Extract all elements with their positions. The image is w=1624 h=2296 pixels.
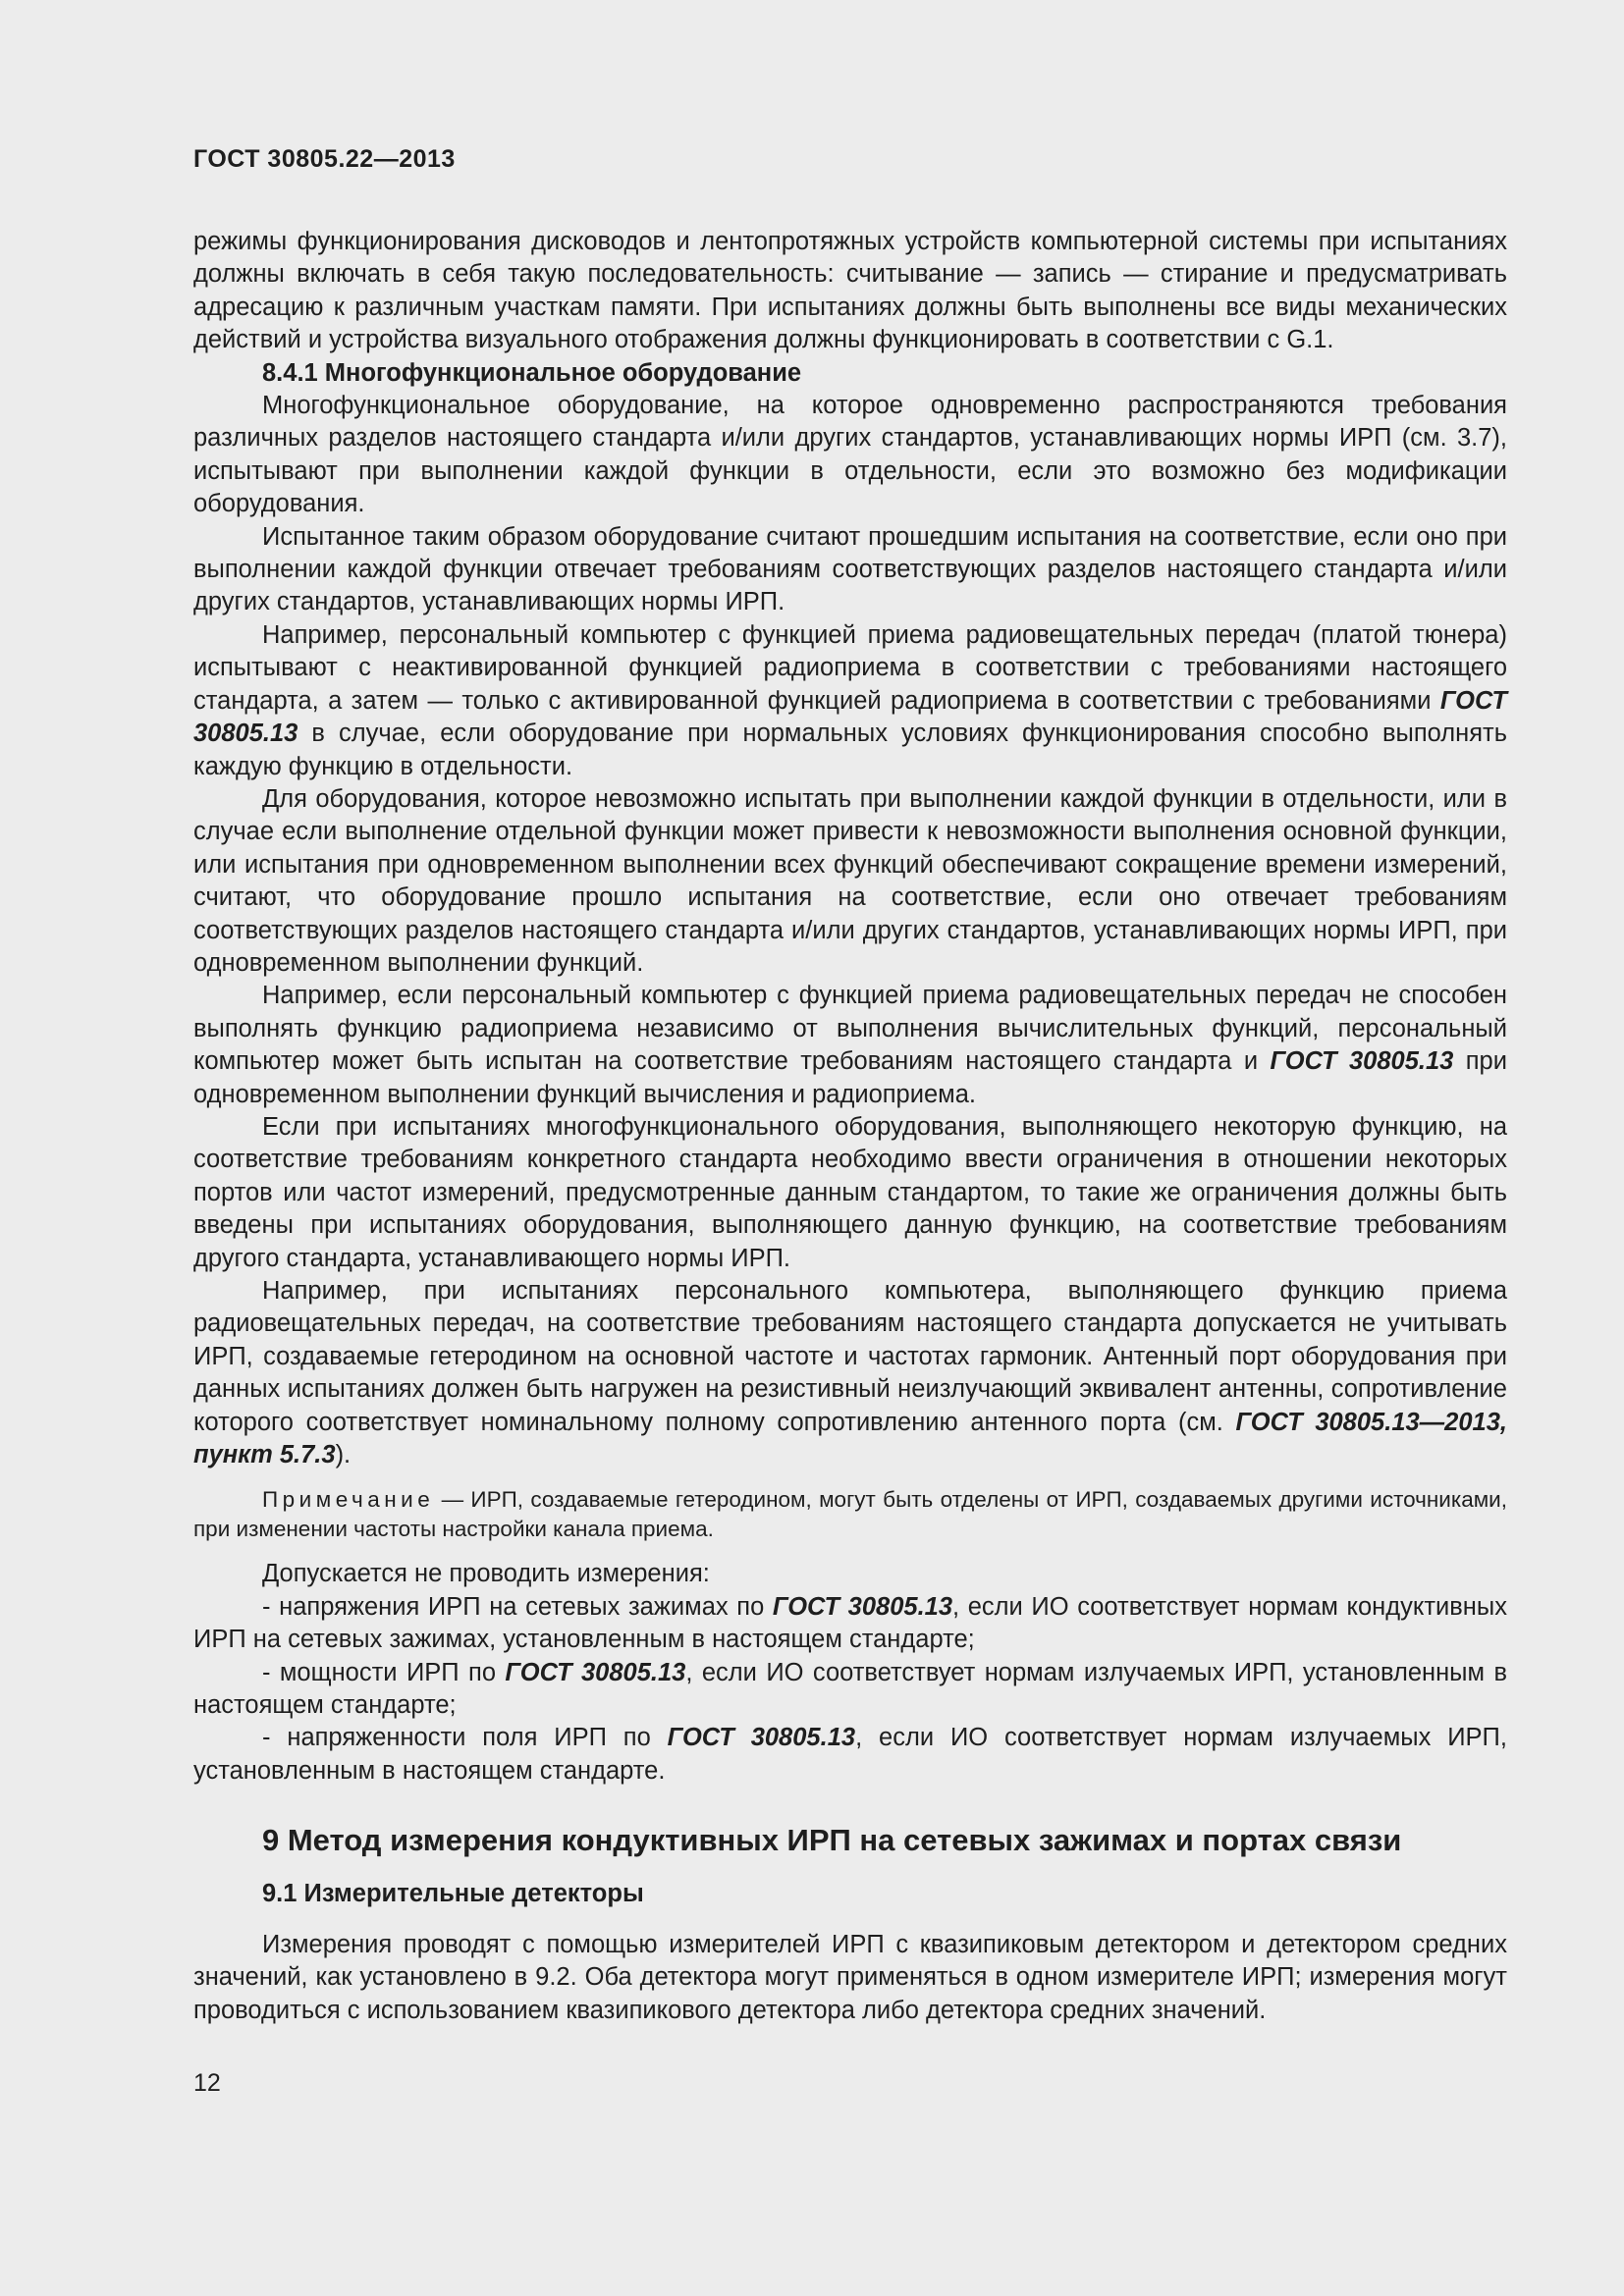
standard-reference: ГОСТ 30805.13: [505, 1658, 686, 1686]
list-item: [193, 1591, 1507, 1657]
text-run: Например, при испытаниях персонального компьютера, выполняющего функцию приема радиовещательных передач, на соответствие требованиям настоящего стандарта допускается не учитывать ИРП, создаваемые гетеродином на основной частоте и частотах гармоник. Антенный порт оборудования при данных испытаниях должен быть нагружен на резистивный неизлучающий эквивалент антенны, сопротивление которого соответствует номинальному полному сопротивлению антенного порта (см.: [193, 1277, 1507, 1436]
page-number: 12: [193, 2069, 221, 2097]
text-run: , если ИО соответствует нормам кондуктивных ИРП на сетевых зажимах, установленным в настоящем стандарте;: [193, 1592, 1507, 1654]
document-body: [193, 226, 1507, 2027]
standard-reference: ГОСТ 30805.13: [667, 1724, 856, 1752]
paragraph: Многофункциональное оборудование, на которое одновременно распространяются требования различных разделов настоящего стандарта и/или других стандартов, устанавливающих нормы ИРП (см. 3.7), испытывают при выполнении каждой функции в отдельности, если это возможно без модификации оборудования.: [193, 392, 1507, 518]
list-item: [193, 1722, 1507, 1788]
heading-8-4-1: 8.4.1 Многофункциональное оборудование: [262, 358, 802, 387]
text-run: Например, если персональный компьютер с функцией приема радиовещательных передач не способен выполнять функцию радиоприема независимо от выполнения вычислительных функций, персональный компьютер может быть испытан на соответствие требованиям настоящего стандарта и: [193, 982, 1507, 1076]
text-run: Например, персональный компьютер с функцией приема радиовещательных передач (платой тюнера) испытывают с неактивированной функцией радиоприема в соответствии с требованиями настоящего стандарта, а затем — только с активированной функцией радиоприема в соответствии с требованиями: [193, 620, 1507, 715]
text-run: , если ИО соответствует нормам излучаемых ИРП, установленным в настоящем стандарте.: [193, 1724, 1507, 1785]
standard-reference: ГОСТ 30805.13—2013, пункт 5.7.3: [193, 1408, 1507, 1469]
note-label: Примечание: [262, 1487, 435, 1513]
text-run: при одновременном выполнении функций вычисления и радиоприема.: [193, 1047, 1507, 1108]
heading-9-1: 9.1 Измерительные детекторы: [262, 1880, 644, 1908]
note: [193, 1485, 1507, 1544]
standard-reference: ГОСТ 30805.13: [772, 1592, 953, 1621]
paragraph: [193, 980, 1507, 1111]
document-header: ГОСТ 30805.22—2013: [193, 145, 456, 173]
text-run: , если ИО соответствует нормам излучаемых ИРП, установленным в настоящем стандарте;: [193, 1658, 1507, 1720]
paragraph: Для оборудования, которое невозможно испытать при выполнении каждой функции в отдельности, или в случае если выполнение отдельной функции может привести к невозможности выполнения основной функции, или испытания при одновременном выполнении всех функций обеспечивают сокращение времени измерений, считают, что оборудование прошло испытания на соответствие, если оно отвечает требованиям соответствующих разделов настоящего стандарта и/или других стандартов, устанавливающих нормы ИРП, при одновременном выполнении функций.: [193, 784, 1507, 977]
text-run: - напряжения ИРП на сетевых зажимах по: [262, 1592, 773, 1621]
heading-section-9: 9 Метод измерения кондуктивных ИРП на сетевых зажимах и портах связи: [262, 1823, 1402, 1858]
paragraph: [193, 619, 1507, 783]
text-run: ).: [335, 1441, 352, 1469]
paragraph: [193, 1275, 1507, 1471]
paragraph: Допускается не проводить измерения:: [262, 1560, 710, 1588]
list-item: [193, 1657, 1507, 1723]
note-text: — ИРП, создаваемые гетеродином, могут быть отделены от ИРП, создаваемых другими источниками, при изменении частоты настройки канала приема.: [193, 1487, 1507, 1542]
standard-reference: ГОСТ 30805.13: [1270, 1047, 1454, 1076]
paragraph: Если при испытаниях многофункционального оборудования, выполняющего некоторую функцию, на соответствие требованиям конкретного стандарта необходимо ввести ограничения в отношении некоторых портов или частот измерений, предусмотренные данным стандартом, то такие же ограничения должны быть введены при испытаниях оборудования, выполняющего данную функцию, на соответствие требованиям другого стандарта, устанавливающего нормы ИРП.: [193, 1112, 1507, 1272]
text-run: - напряженности поля ИРП по: [262, 1724, 668, 1752]
paragraph: Испытанное таким образом оборудование считают прошедшим испытания на соответствие, если оно при выполнении каждой функции отвечает требованиям соответствующих разделов настоящего стандарта и/или других стандартов, устанавливающих нормы ИРП.: [193, 522, 1507, 616]
text-run: в случае, если оборудование при нормальных условиях функционирования способно выполнять каждую функцию в отдельности.: [193, 720, 1507, 780]
paragraph: Измерения проводят с помощью измерителей ИРП с квазипиковым детектором и детектором средних значений, как установлено в 9.2. Оба детектора могут применяться в одном измерителе ИРП; измерения могут проводиться с использованием квазипикового детектора либо детектора средних значений.: [193, 1930, 1507, 2024]
standard-reference: ГОСТ 30805.13: [193, 686, 1507, 748]
paragraph-intro: режимы функционирования дисководов и лентопротяжных устройств компьютерной системы при испытаниях должны включать в себя такую последовательность: считывание — запись — стирание и предусматривать адресацию к различным участкам памяти. При испытаниях должны быть выполнены все виды механических действий и устройства визуального отображения должны функционировать в соответствии с G.1.: [193, 228, 1507, 354]
text-run: - мощности ИРП по: [262, 1658, 506, 1686]
